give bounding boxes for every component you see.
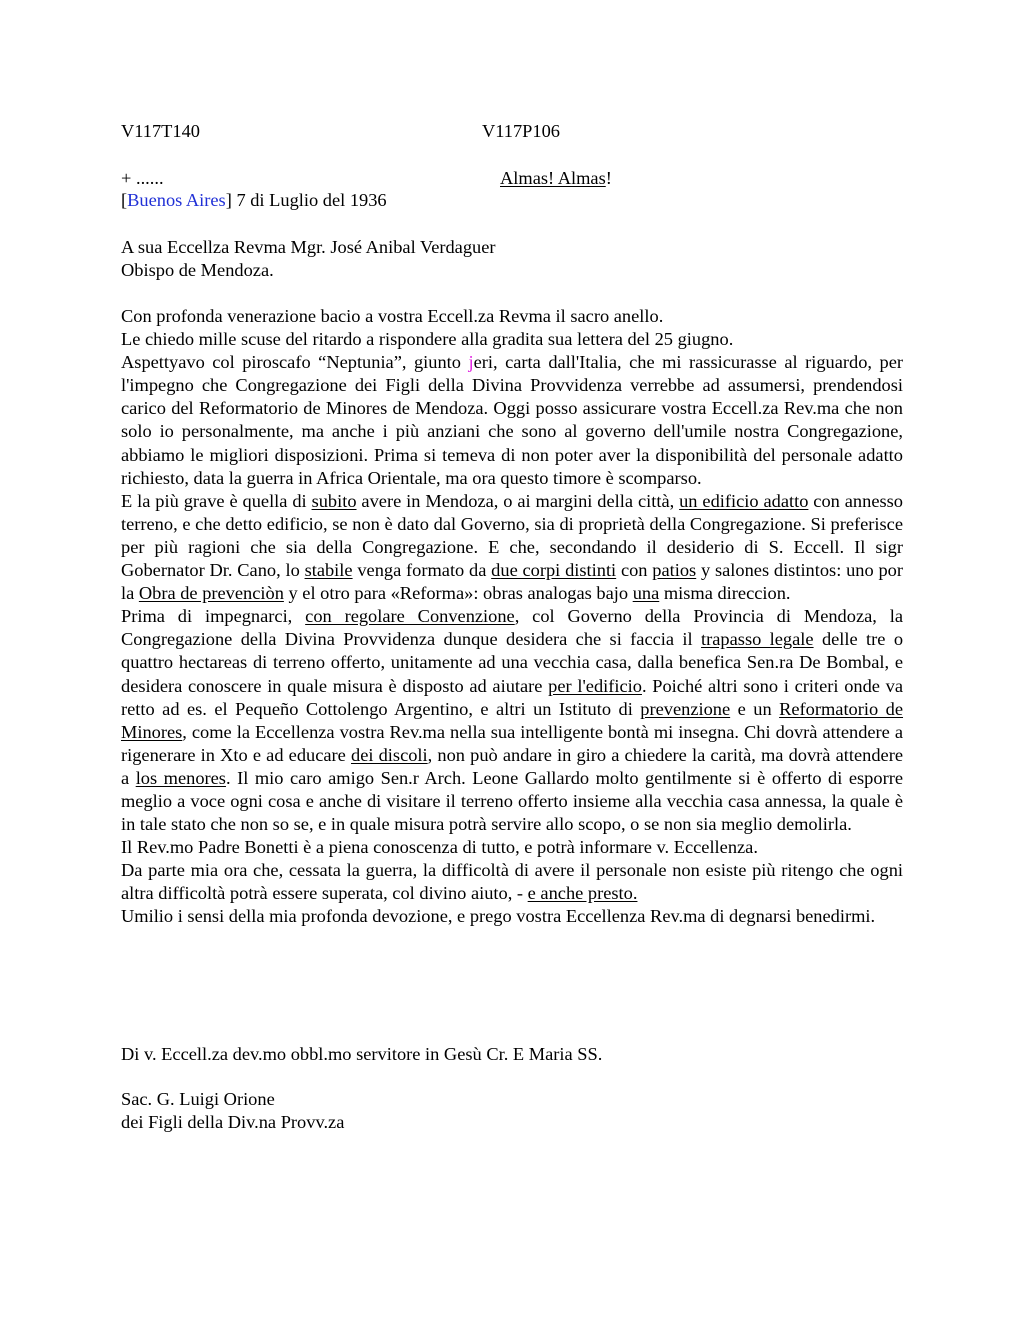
- underlined-text: prevenzione: [640, 698, 731, 719]
- motto-exclamation: !: [605, 168, 612, 188]
- body-paragraph-ship: [121, 351, 903, 490]
- text-run: , col Governo della Provincia di Mendoza, la Congregazione della Divina Provvidenza dunque desidera che si faccia il: [121, 606, 903, 650]
- motto-underlined: Almas! Almas: [500, 168, 606, 188]
- body-line-greeting: Con profonda venerazione bacio a vostra Eccell.za Revma il sacro anello.: [121, 306, 664, 326]
- place-name: Buenos Aires: [127, 190, 226, 210]
- recipient-line: A sua Eccellza Revma Mgr. José Anibal Verdaguer: [121, 237, 496, 257]
- document-code-right: V117P106: [482, 121, 560, 141]
- text-run: Da parte mia ora che, cessata la guerra, la difficoltà di avere il personale non esiste più ritengo che ogni altra difficoltà potrà essere superata, col divino aiuto, -: [121, 860, 903, 904]
- text-run: venga formato da: [352, 560, 492, 581]
- underlined-text: due corpi distinti: [491, 560, 617, 581]
- underlined-text: los menores: [135, 767, 226, 788]
- underlined-text: stabile: [304, 560, 353, 581]
- signature-title: dei Figli della Div.na Provv.za: [121, 1112, 345, 1132]
- place-date: [Buenos Aires] 7 di Luglio del 1936: [121, 190, 387, 210]
- text-run: Prima di impegnarci,: [121, 606, 306, 627]
- underlined-text: trapasso legale: [701, 629, 814, 650]
- recipient-title: Obispo de Mendoza.: [121, 260, 274, 280]
- text-run: y el otro para «Reforma»: obras analogas bajo: [283, 583, 633, 604]
- text-run: con annesso terreno, e che detto edificio, se non è dato dal Governo, sia di proprietà della Congregazione. Si preferisce per più ragioni che sia della Congregazione. E che, secondando il desiderio di S. Eccell. Il sigr Gobernator Dr. Cano, lo: [121, 490, 903, 581]
- text-run: y salones distintos: uno por la: [121, 560, 903, 604]
- text-run: delle tre o quattro hectareas di terreno offerto, unitamente ad una vecchia casa, dalla benefica Sen.ra De Bombal, e desidera conoscere in quale misura è disposto ad aiutare: [121, 629, 904, 696]
- closing-line: Di v. Eccell.za dev.mo obbl.mo servitore in Gesù Cr. E Maria SS.: [121, 1044, 603, 1064]
- body-paragraph-blessing: Umilio i sensi della mia profonda devozione, e prego vostra Eccellenza Rev.ma di degnarsi benedirmi.: [121, 906, 876, 927]
- text-run: . Poiché altri sono i criteri onde va retto ad es. el Pequeño Cottolengo Argentino, e altri un Istituto di: [121, 675, 904, 719]
- text-run: con: [616, 560, 653, 581]
- underlined-text: Reformatorio de Minores: [121, 698, 904, 742]
- text-run: E la più grave è quella di: [121, 490, 312, 511]
- body-paragraph-war: [121, 859, 903, 905]
- underlined-text: una: [632, 583, 660, 604]
- underlined-text: e anche presto.: [527, 883, 638, 904]
- text-run: misma direccion.: [659, 583, 791, 604]
- underlined-text: per l'edificio: [548, 675, 642, 696]
- motto: [500, 167, 612, 190]
- body-line-apology: Le chiedo mille scuse del ritardo a rispondere alla gradita sua lettera del 25 giugno.: [121, 329, 734, 350]
- underlined-text: dei discoli: [351, 744, 428, 765]
- body-paragraph-convention: [121, 605, 903, 836]
- text-run: Aspettyavo col piroscafo “Neptunia”, giunto: [121, 352, 469, 373]
- underlined-text: Obra de prevenciòn: [138, 583, 284, 604]
- underlined-text: subito: [311, 490, 357, 511]
- text-run: , come la Eccellenza vostra Rev.ma nella sua intelligente bontà mi insegna. Chi dovrà attendere a rigenerare in Xto e ad educare: [121, 721, 903, 765]
- letter-body: [121, 305, 903, 929]
- text-run: avere in Mendoza, o ai margini della città,: [356, 490, 680, 511]
- highlighted-letter: j: [468, 352, 474, 373]
- underlined-text: con regolare Convenzione: [305, 606, 515, 627]
- underlined-text: patios: [652, 560, 697, 581]
- document-code-left: V117T140: [121, 121, 201, 141]
- signature-name: Sac. G. Luigi Orione: [121, 1089, 275, 1109]
- body-line-bonetti: Il Rev.mo Padre Bonetti è a piena conoscenza di tutto, e potrà informare v. Eccellenza.: [121, 837, 758, 858]
- body-paragraph-building: [121, 490, 903, 605]
- date-text: ] 7 di Luglio del 1936: [225, 190, 387, 210]
- text-run: e un: [730, 698, 780, 719]
- text-run: eri, carta dall'Italia, che mi rassicurasse al riguardo, per l'impegno che Congregazione dei Figli della Divina Provvidenza verrebbe ad assumersi, prendendosi carico del Reformatorio de Minores de Mendoza. Oggi posso assicurare vostra Eccell.za Rev.ma che non solo io personalmente, ma anche i più anziani che sono al governo dell'umile nostra Congregazione, abbiamo le migliori disposizioni. Prima si temeva di non poter aver la disponibilità del personale adatto richiesto, data la guerra in Africa Orientale, ma ora questo timore è scomparso.: [121, 352, 903, 488]
- text-run: . Il mio caro amigo Sen.r Arch. Leone Gallardo molto gentilmente si è offerto di esporre meglio a voce ogni cosa e anche di visitare il terreno offerto insieme alla vecchia casa annessa, la quale è in tale stato che non so se, e in quale misura potrà servire allo scopo, o se non sia meglio demolirla.: [121, 767, 903, 835]
- cross-mark: + ......: [121, 168, 164, 188]
- text-run: , non può andare in giro a chiedere la carità, ma dovrà attendere a: [121, 744, 903, 788]
- underlined-text: un edificio adatto: [679, 490, 809, 511]
